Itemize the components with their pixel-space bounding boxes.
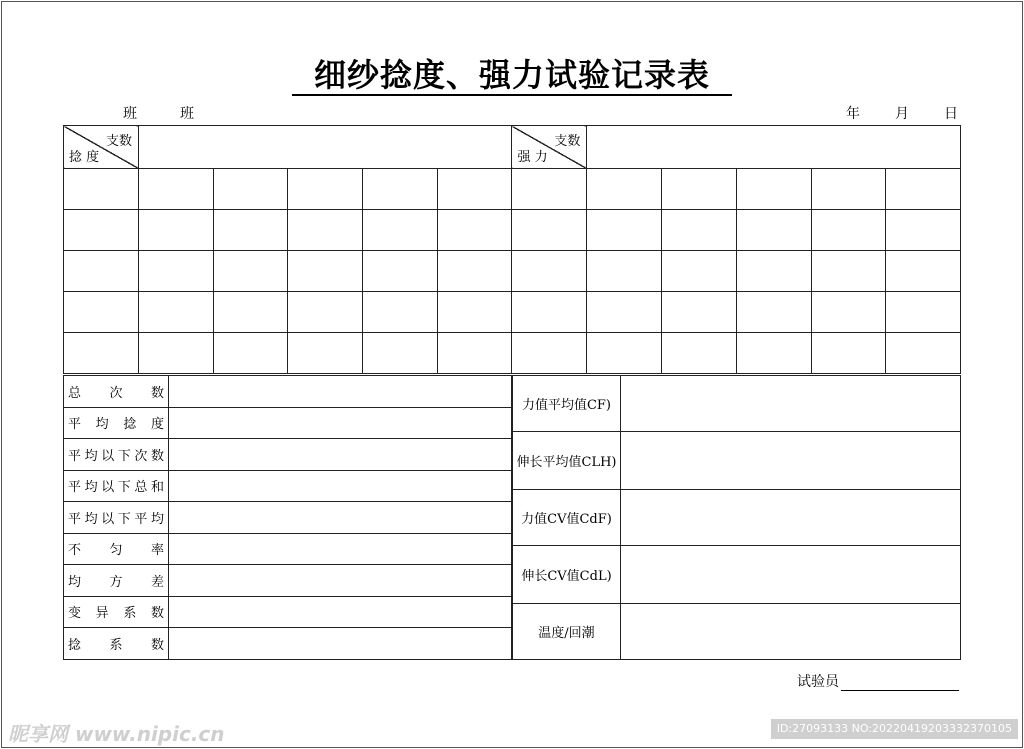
below-avg-count-label: 平均以下次数 bbox=[64, 439, 169, 471]
grid-cell[interactable] bbox=[213, 251, 288, 292]
total-count-input[interactable] bbox=[169, 376, 512, 408]
grid-cell[interactable] bbox=[662, 251, 737, 292]
grid-cell[interactable] bbox=[886, 333, 961, 374]
twist-factor-label: 捻 系 数 bbox=[64, 628, 169, 660]
force-cv-label: 力值CV值CdF) bbox=[513, 490, 621, 546]
grid-cell[interactable] bbox=[288, 292, 363, 333]
twist-label: 捻 度 bbox=[69, 150, 100, 165]
month-label: 月 bbox=[895, 106, 909, 122]
grid-cell[interactable] bbox=[64, 251, 139, 292]
watermark-id: ID:27093133 NO:20220419203332370105 bbox=[771, 719, 1018, 739]
temp-humidity-label: 温度/回潮 bbox=[513, 604, 621, 660]
grid-cell[interactable] bbox=[811, 292, 886, 333]
cv-input[interactable] bbox=[169, 596, 512, 628]
grid-cell[interactable] bbox=[288, 169, 363, 210]
grid-cell[interactable] bbox=[736, 210, 811, 251]
grid-cell[interactable] bbox=[587, 210, 662, 251]
tester-signature-line[interactable] bbox=[841, 676, 959, 691]
unevenness-label: 不 匀 率 bbox=[64, 533, 169, 565]
grid-cell[interactable] bbox=[139, 333, 214, 374]
day-label: 日 bbox=[944, 106, 958, 122]
grid-cell[interactable] bbox=[811, 169, 886, 210]
strength-count-label: 支数 bbox=[554, 134, 581, 149]
force-mean-input[interactable] bbox=[621, 376, 961, 432]
grid-cell[interactable] bbox=[64, 333, 139, 374]
grid-cell[interactable] bbox=[587, 251, 662, 292]
grid-cell[interactable] bbox=[662, 169, 737, 210]
avg-twist-label: 平 均 捻 度 bbox=[64, 407, 169, 439]
avg-twist-input[interactable] bbox=[169, 407, 512, 439]
grid-cell[interactable] bbox=[363, 210, 438, 251]
below-avg-mean-label: 平均以下平均 bbox=[64, 502, 169, 534]
temp-humidity-input[interactable] bbox=[621, 604, 961, 660]
total-count-label: 总 次 数 bbox=[64, 376, 169, 408]
force-mean-label: 力值平均值CF) bbox=[513, 376, 621, 432]
grid-cell[interactable] bbox=[363, 169, 438, 210]
grid-cell[interactable] bbox=[512, 292, 587, 333]
elongation-mean-input[interactable] bbox=[621, 432, 961, 490]
twist-strength-grid bbox=[63, 125, 961, 374]
grid-cell[interactable] bbox=[139, 251, 214, 292]
grid-cell[interactable] bbox=[213, 169, 288, 210]
force-cv-input[interactable] bbox=[621, 490, 961, 546]
grid-cell[interactable] bbox=[811, 210, 886, 251]
grid-cell[interactable] bbox=[587, 333, 662, 374]
grid-cell[interactable] bbox=[512, 169, 587, 210]
grid-cell[interactable] bbox=[736, 292, 811, 333]
grid-cell[interactable] bbox=[512, 251, 587, 292]
year-label: 年 bbox=[846, 106, 860, 122]
below-avg-mean-input[interactable] bbox=[169, 502, 512, 534]
grid-cell[interactable] bbox=[437, 333, 512, 374]
strength-count-input[interactable] bbox=[587, 126, 961, 169]
grid-cell[interactable] bbox=[512, 333, 587, 374]
grid-cell[interactable] bbox=[736, 251, 811, 292]
strength-label: 强 力 bbox=[517, 150, 548, 165]
below-avg-sum-input[interactable] bbox=[169, 470, 512, 502]
twist-corner-cell bbox=[64, 126, 139, 169]
grid-cell[interactable] bbox=[587, 292, 662, 333]
grid-cell[interactable] bbox=[811, 251, 886, 292]
grid-cell[interactable] bbox=[363, 292, 438, 333]
std-dev-input[interactable] bbox=[169, 565, 512, 597]
grid-cell[interactable] bbox=[213, 292, 288, 333]
grid-cell[interactable] bbox=[139, 210, 214, 251]
elongation-cv-label: 伸长CV值CdL) bbox=[513, 546, 621, 604]
grid-cell[interactable] bbox=[886, 210, 961, 251]
grid-cell[interactable] bbox=[736, 169, 811, 210]
grid-cell[interactable] bbox=[662, 210, 737, 251]
grid-cell[interactable] bbox=[288, 210, 363, 251]
twist-count-input[interactable] bbox=[139, 126, 512, 169]
grid-cell[interactable] bbox=[437, 251, 512, 292]
elongation-cv-input[interactable] bbox=[621, 546, 961, 604]
cv-label: 变 异 系 数 bbox=[64, 596, 169, 628]
tester-signature bbox=[797, 671, 959, 691]
grid-cell[interactable] bbox=[662, 292, 737, 333]
grid-cell[interactable] bbox=[437, 169, 512, 210]
grid-cell[interactable] bbox=[811, 333, 886, 374]
watermark-logo: 昵享网 www.nipic.cn bbox=[8, 722, 225, 746]
grid-cell[interactable] bbox=[886, 251, 961, 292]
grid-cell[interactable] bbox=[64, 210, 139, 251]
grid-cell[interactable] bbox=[363, 333, 438, 374]
strength-summary-table bbox=[512, 375, 961, 660]
std-dev-label: 均 方 差 bbox=[64, 565, 169, 597]
grid-cell[interactable] bbox=[437, 292, 512, 333]
grid-cell[interactable] bbox=[587, 169, 662, 210]
grid-cell[interactable] bbox=[512, 210, 587, 251]
twist-summary-table bbox=[63, 375, 512, 660]
twist-factor-input[interactable] bbox=[169, 628, 512, 660]
tester-label: 试验员 bbox=[797, 674, 839, 690]
below-avg-count-input[interactable] bbox=[169, 439, 512, 471]
grid-cell[interactable] bbox=[288, 251, 363, 292]
grid-cell[interactable] bbox=[64, 292, 139, 333]
shift-label-2: 班 bbox=[180, 106, 194, 122]
grid-cell[interactable] bbox=[139, 169, 214, 210]
grid-cell[interactable] bbox=[736, 333, 811, 374]
grid-cell[interactable] bbox=[437, 210, 512, 251]
grid-cell[interactable] bbox=[886, 292, 961, 333]
grid-cell[interactable] bbox=[288, 333, 363, 374]
below-avg-sum-label: 平均以下总和 bbox=[64, 470, 169, 502]
grid-cell[interactable] bbox=[363, 251, 438, 292]
twist-count-label: 支数 bbox=[105, 134, 132, 149]
strength-corner-cell bbox=[512, 126, 587, 169]
shift-label-1: 班 bbox=[123, 106, 137, 122]
grid-cell[interactable] bbox=[886, 169, 961, 210]
page-title: 细纱捻度、强力试验记录表 bbox=[292, 56, 732, 96]
grid-cell[interactable] bbox=[64, 169, 139, 210]
grid-cell[interactable] bbox=[213, 210, 288, 251]
elongation-mean-label: 伸长平均值CLH) bbox=[513, 432, 621, 490]
grid-cell[interactable] bbox=[139, 292, 214, 333]
grid-cell[interactable] bbox=[662, 333, 737, 374]
unevenness-input[interactable] bbox=[169, 533, 512, 565]
grid-cell[interactable] bbox=[213, 333, 288, 374]
